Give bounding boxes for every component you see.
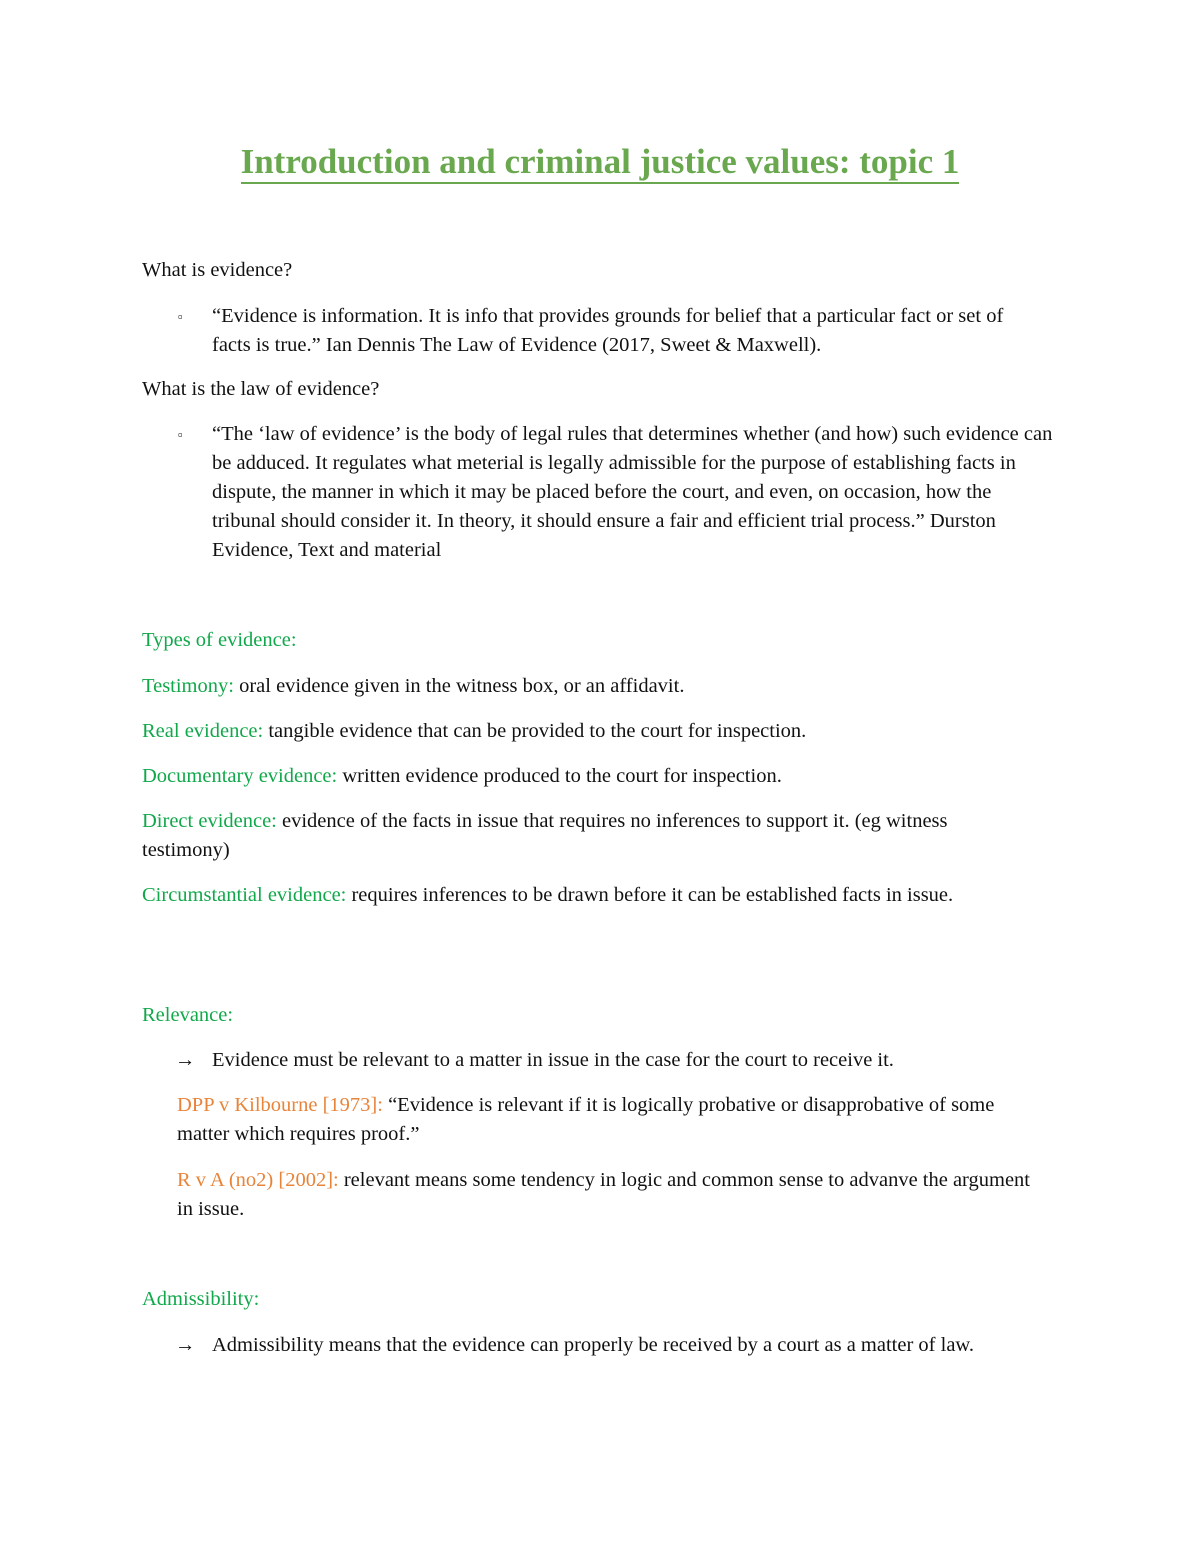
type-description: tangible evidence that can be provided to the court for inspection. [263,720,807,742]
admissibility-point: Admissibility means that the evidence can properly be received by a court as a matter of law. [212,1334,975,1356]
relevance-point: Evidence must be relevant to a matter in issue in the case for the court to receive it. [212,1049,894,1071]
type-documentary-evidence [142,762,1042,791]
arrow-icon: → [175,1049,196,1071]
type-testimony [142,672,1042,701]
page-title-text: Introduction and criminal justice values: topic 1 [241,142,960,184]
relevance-heading: Relevance: [142,1004,234,1026]
type-term: Testimony: [142,675,234,697]
question-what-is-evidence: What is evidence? [142,259,293,281]
case-dpp-v-kilbourne [177,1091,1047,1149]
type-description: requires inferences to be drawn before it can be established facts in issue. [346,884,954,906]
type-description: evidence of the facts in issue that requires no inferences to support it. (eg witness testimony) [142,810,948,861]
type-term: Documentary evidence: [142,765,338,787]
case-r-v-a [177,1166,1042,1224]
law-of-evidence-quote: “The ‘law of evidence’ is the body of legal rules that determines whether (and how) such evidence can be adduced. It regulates what meterial is legally admissible for the purpose of establishing facts in dispute, the manner in which it may be placed before the court, and even, on occasion, how the tribunal should consider it. In theory, it should ensure a fair and efficient trial process.” Durston Evidence, Text and material [212,423,1053,561]
arrow-icon: → [175,1334,196,1356]
case-text: “Evidence is relevant if it is logically probative or disapprobative of some matter which requires proof.” [177,1094,995,1145]
admissibility-heading: Admissibility: [142,1288,260,1310]
type-term: Circumstantial evidence: [142,884,347,906]
type-description: oral evidence given in the witness box, or an affidavit. [233,675,685,697]
type-real-evidence [142,717,1042,746]
type-circumstantial-evidence [142,881,1022,910]
case-name: DPP v Kilbourne [1973]: [177,1094,383,1116]
type-term: Real evidence: [142,720,264,742]
type-direct-evidence [142,807,1012,865]
types-heading: Types of evidence: [142,629,297,651]
bullet-icon: ▫ [178,309,183,324]
page-title [0,140,1200,184]
evidence-definition-quote: “Evidence is information. It is info that provides grounds for belief that a particular fact or set of facts is true.” Ian Dennis The Law of Evidence (2017, Sweet & Maxwell). [212,305,1004,356]
type-description: written evidence produced to the court for inspection. [337,765,782,787]
case-name: R v A (no2) [2002]: [177,1169,339,1191]
question-law-of-evidence: What is the law of evidence? [142,378,380,400]
type-term: Direct evidence: [142,810,277,832]
bullet-icon: ▫ [178,427,183,442]
case-text: relevant means some tendency in logic and common sense to advanve the argument in issue. [177,1169,1031,1220]
